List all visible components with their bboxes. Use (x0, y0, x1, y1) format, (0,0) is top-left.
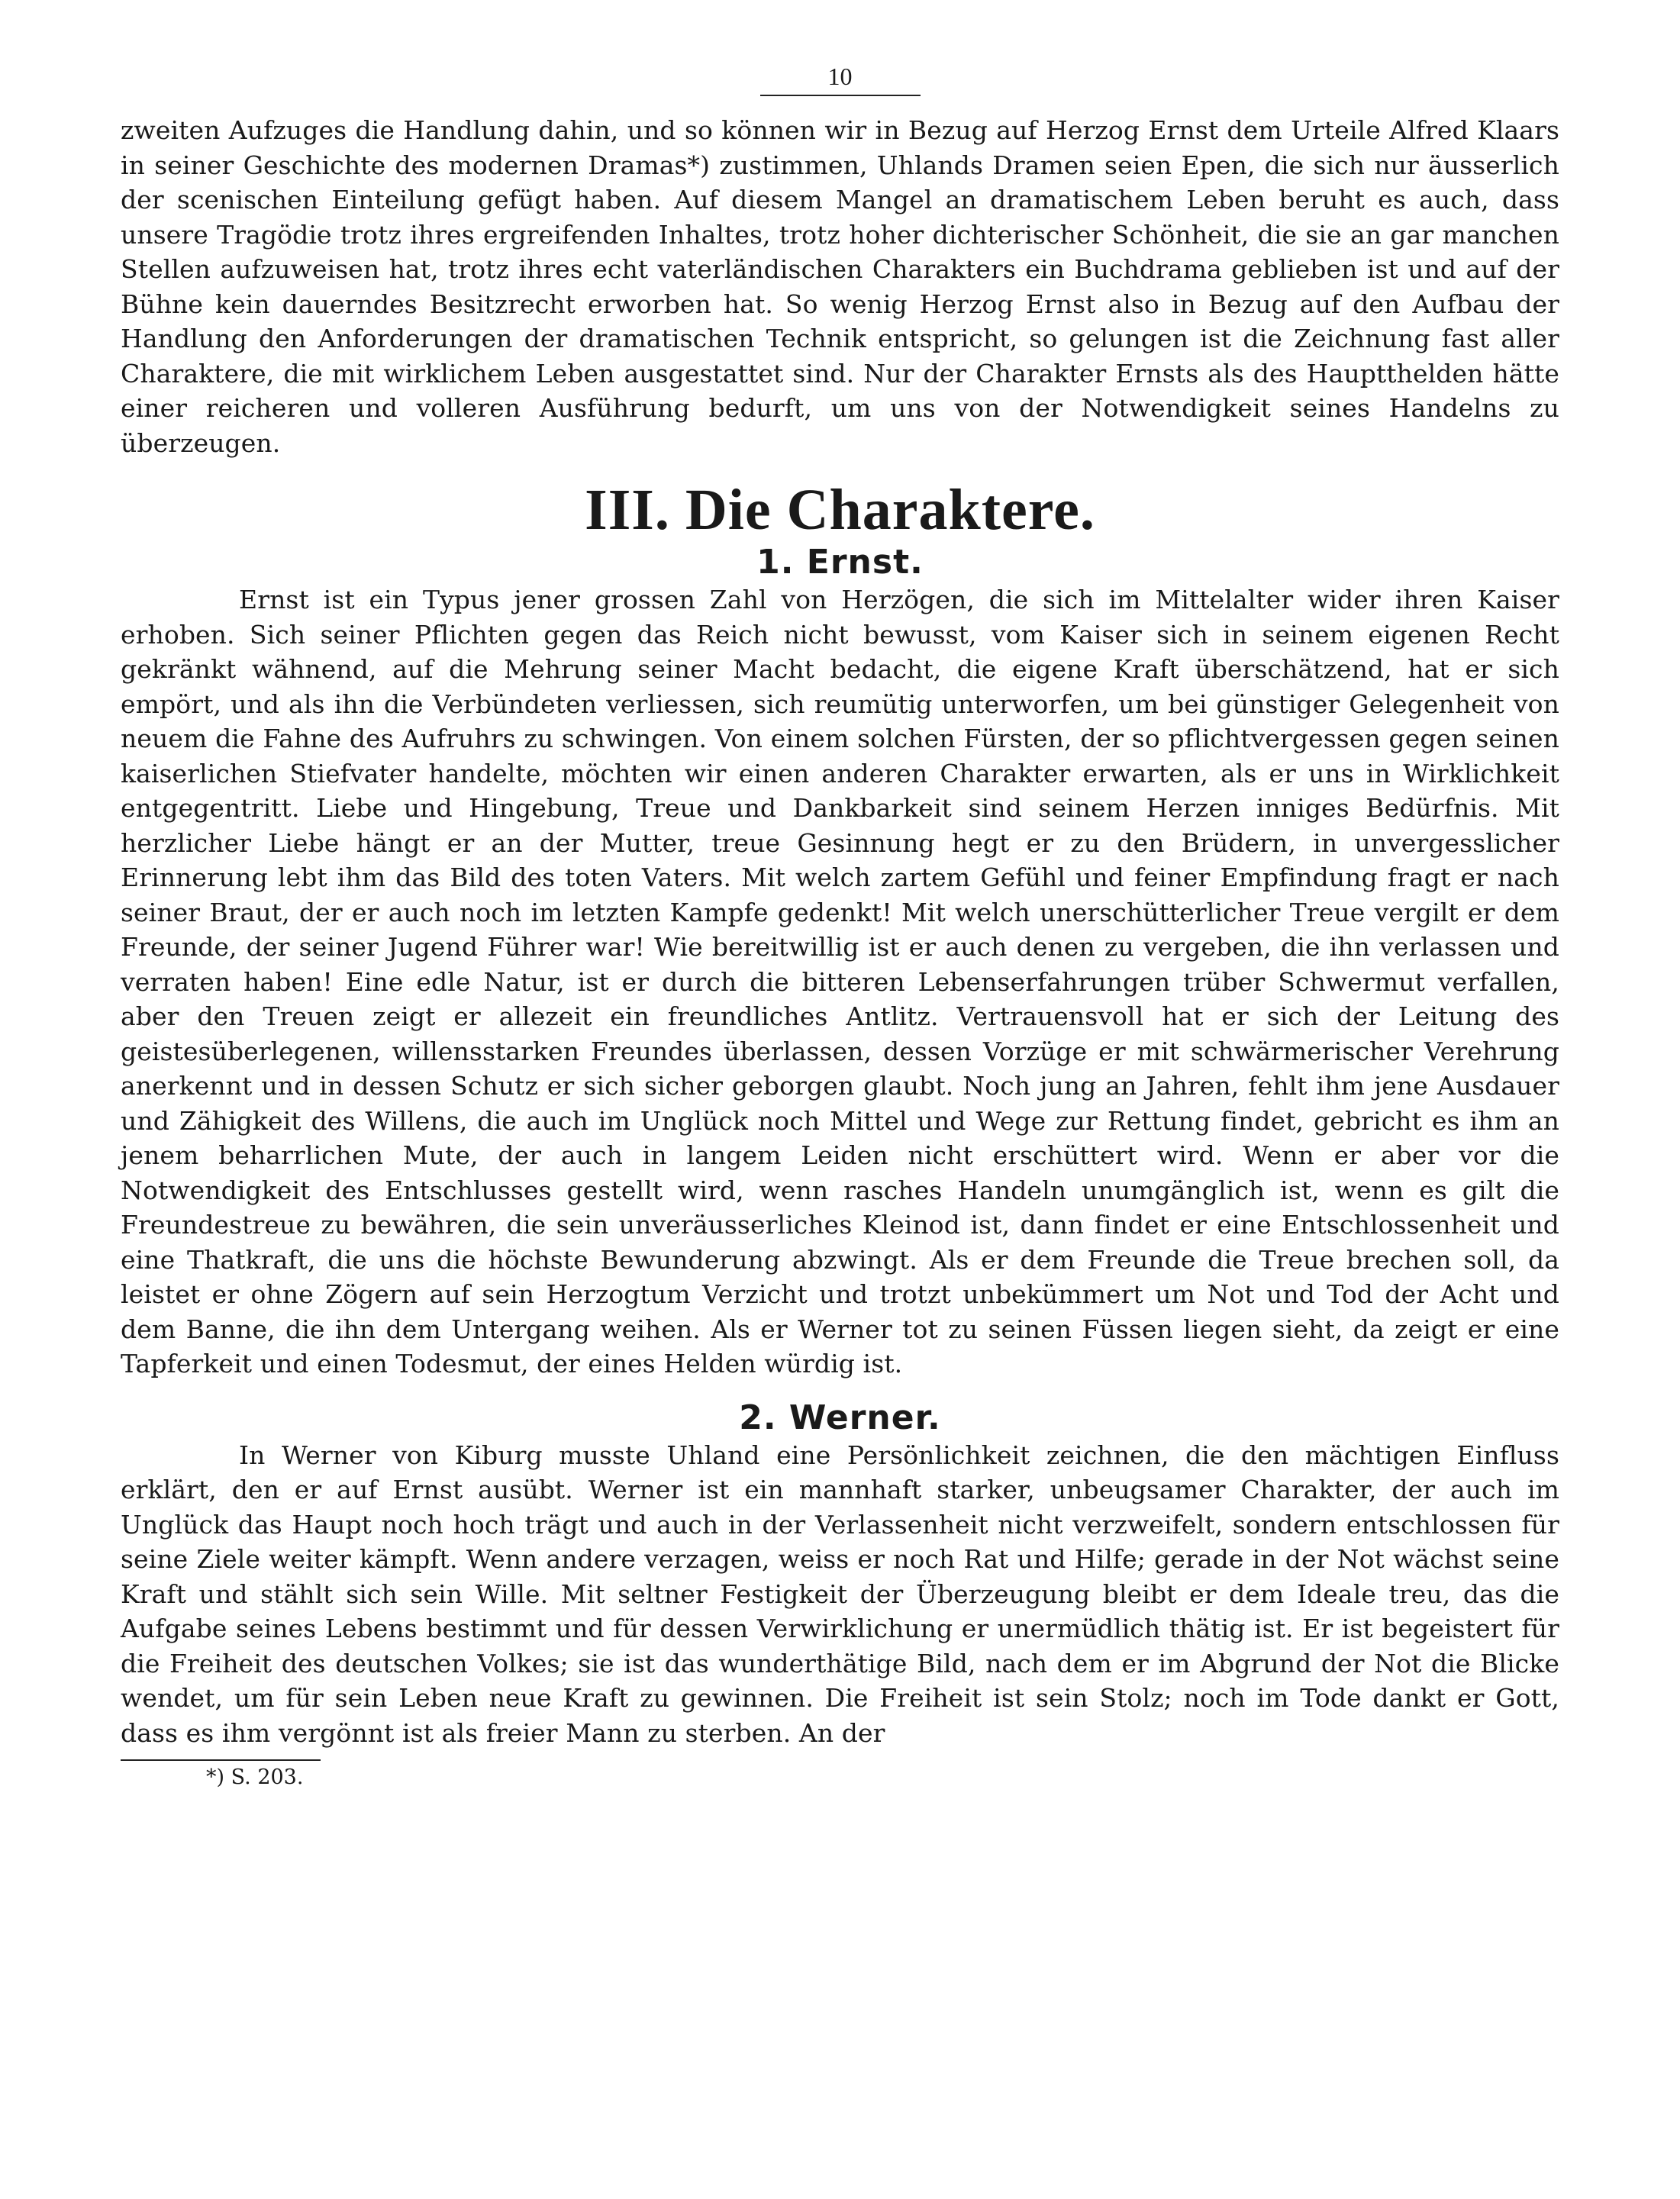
ernst-paragraph: Ernst ist ein Typus jener grossen Zahl von Herzögen, die sich im Mittelalter wider ihren Kaiser erhoben. Sich seiner Pflichten gegen das Reich nicht bewusst, vom Kaiser sich in seinem eigenen Recht gekränkt wähnend, auf die Mehrung seiner Macht bedacht, die eigene Kraft überschätzend, hat er sich empört, und als ihn die Verbündeten verliessen, sich reumütig unterworfen, um bei günstiger Gelegenheit von neuem die Fahne des Aufruhrs zu schwingen. Von einem solchen Fürsten, der so pflichtvergessen gegen seinen kaiserlichen Stiefvater handelte, möchten wir einen anderen Charakter erwarten, als er uns in Wirklichkeit entgegentritt. Liebe und Hingebung, Treue und Dankbarkeit sind seinem Herzen inniges Bedürfnis. Mit herzlicher Liebe hängt er an der Mutter, treue Gesinnung hegt er zu den Brüdern, in unvergesslicher Erinnerung lebt ihm das Bild des toten Vaters. Mit welch zartem Gefühl und feiner Empfindung fragt er nach seiner Braut, der er auch noch im letzten Kampfe gedenkt! Mit welch unerschütterlicher Treue vergilt er dem Freunde, der seiner Jugend Führer war! Wie bereitwillig ist er auch denen zu vergeben, die ihn verlassen und verraten haben! Eine edle Natur, ist er durch die bitteren Lebenserfahrungen trüber Schwermut verfallen, aber den Treuen zeigt er allezeit ein freundliches Antlitz. Vertrauensvoll hat er sich der Leitung des geistesüberlegenen, willensstarken Freundes überlassen, dessen Vorzüge er mit schwärmerischer Verehrung anerkennt und in dessen Schutz er sich sicher geborgen glaubt. Noch jung an Jahren, fehlt ihm jene Ausdauer und Zähigkeit des Willens, die auch im Unglück noch Mittel und Wege zur Rettung findet, gebricht es ihm an jenem beharrlichen Mute, der auch in langem Leiden nicht erschüttert wird. Wenn er aber vor die Notwendigkeit des Entschlusses gestellt wird, wenn rasches Handeln unumgänglich ist, wenn es gilt die Freundestreue zu bewähren, die sein unveräusserliches Kleinod ist, dann findet er eine Entschlossenheit und eine Thatkraft, die uns die höchste Bewunderung abzwingt. Als er dem Freunde die Treue brechen soll, da leistet er ohne Zögern auf sein Herzogtum Verzicht und trotzt unbekümmert um Not und Tod der Acht und dem Banne, die ihn dem Untergang weihen. Als er Werner tot zu seinen Füssen liegen sieht, da zeigt er eine Tapferkeit und einen Todesmut, der eines Helden würdig ist. (121, 585, 1559, 1378)
subsection-heading-werner: 2. Werner. (739, 1398, 941, 1437)
document-page (121, 61, 1559, 1791)
intro-paragraph: zweiten Aufzuges die Handlung dahin, und so können wir in Bezug auf Herzog Ernst dem Urteile Alfred Klaars in seiner Geschichte des modernen Dramas*) zustimmen, Uhlands Dramen seien Epen, die sich nur äusserlich der scenischen Einteilung gefügt haben. Auf diesem Mangel an dramatischem Leben beruht es auch, dass unsere Tragödie trotz ihres ergreifenden Inhaltes, trotz hoher dichterischer Schönheit, die sie an gar manchen Stellen aufzuweisen hat, trotz ihres echt vaterländischen Charakters ein Buchdrama geblieben ist und auf der Bühne kein dauerndes Besitzrecht erworben hat. So wenig Herzog Ernst also in Bezug auf den Aufbau der Handlung den Anforderungen der dramatischen Technik entspricht, so gelungen ist die Zeichnung fast aller Charaktere, die mit wirklichem Leben ausgestattet sind. Nur der Charakter Ernsts als des Hauptthelden hätte einer reicheren und volleren Ausführung bedurft, um uns von der Notwendigkeit seines Handelns zu überzeugen. (121, 115, 1559, 458)
page-number-rule (760, 95, 921, 96)
page-number: 10 (827, 63, 853, 90)
section-heading: III. Die Charaktere. (585, 478, 1095, 542)
werner-paragraph: In Werner von Kiburg musste Uhland eine Persönlichkeit zeichnen, die den mächtigen Einfluss erklärt, den er auf Ernst ausübt. Werner ist ein mannhaft starker, unbeugsamer Charakter, der auch im Unglück das Haupt noch hoch trägt und auch in der Verlassenheit nicht verzweifelt, sondern entschlossen für seine Ziele weiter kämpft. Wenn andere verzagen, weiss er noch Rat und Hilfe; gerade in der Not wächst seine Kraft und stählt sich sein Wille. Mit seltner Festigkeit der Überzeugung bleibt er dem Ideale treu, das die Aufgabe seines Lebens bestimmt und für dessen Verwirklichung er unermüdlich thätig ist. Er ist begeistert für die Freiheit des deutschen Volkes; sie ist das wunderthätige Bild, nach dem er im Abgrund der Not die Blicke wendet, um für sein Leben neue Kraft zu gewinnen. Die Freiheit ist sein Stolz; noch im Tode dankt er Gott, dass es ihm vergönnt ist als freier Mann zu sterben. An der (121, 1440, 1559, 1748)
subsection-heading-ernst: 1. Ernst. (756, 543, 924, 582)
footnote-rule (121, 1759, 321, 1761)
footnote: *) S. 203. (206, 1765, 304, 1789)
